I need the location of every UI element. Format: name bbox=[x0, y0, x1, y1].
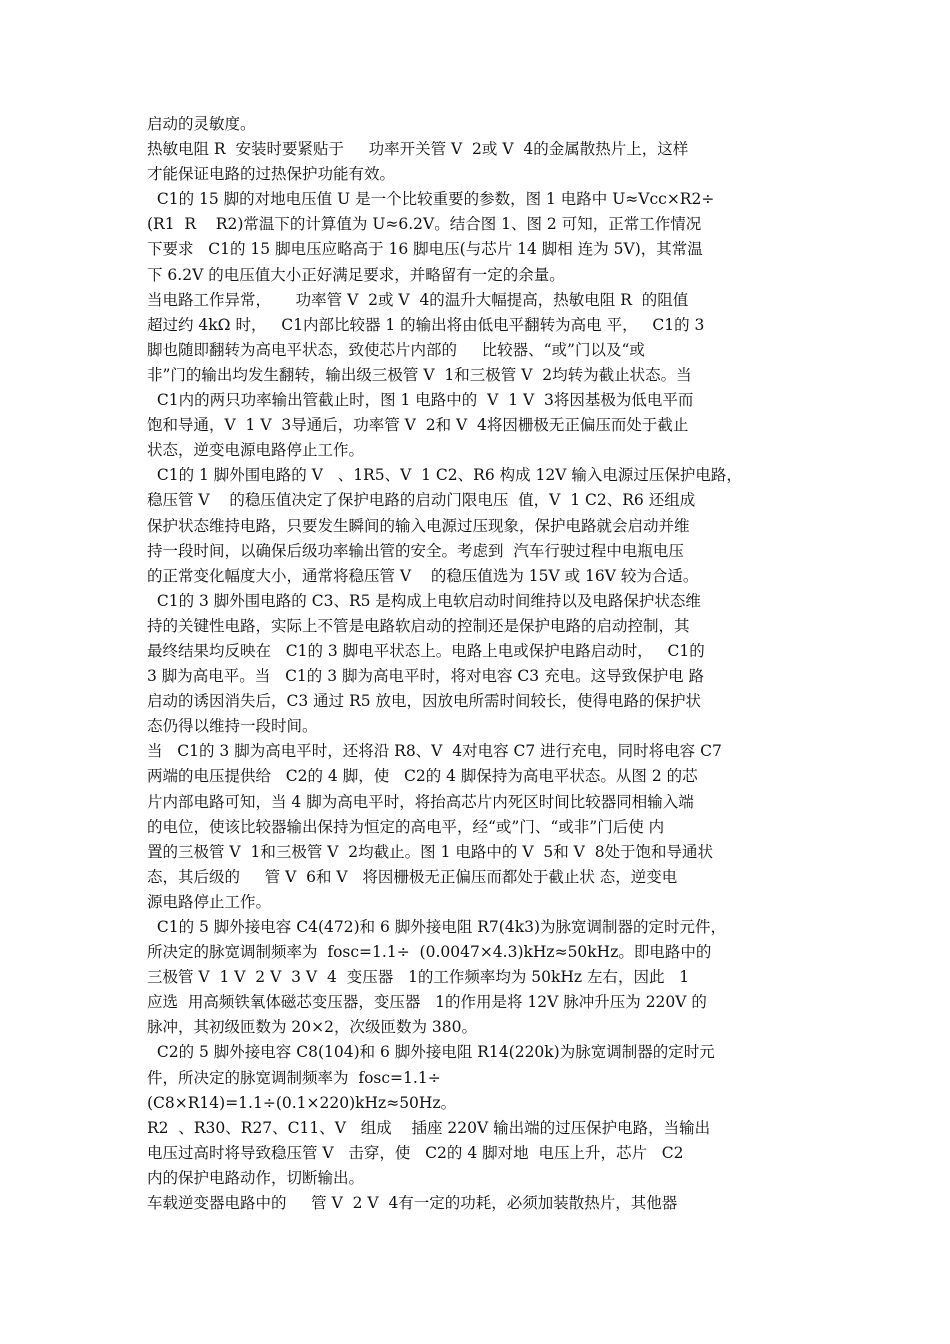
text-line: 的正常变化幅度大小，通常将稳压管 V 的稳压值选为 15V 或 16V 较为合适。 bbox=[147, 566, 699, 585]
text-line: C1的 3 脚外围电路的 C3、R5 是构成上电软启动时间维持以及电路保护状态维 bbox=[147, 591, 701, 610]
text-line: 非”门的输出均发生翻转，输出级三极管 V 1和三极管 V 2均转为截止状态。当 bbox=[147, 365, 692, 384]
text-line: C1的 15 脚的对地电压值 U 是一个比较重要的参数，图 1 电路中 U≈Vcc×R2÷ bbox=[147, 190, 715, 209]
text-line: 脚也随即翻转为高电平状态，致使芯片内部的 比较器、“或”门以及“或 bbox=[147, 340, 645, 359]
body-text bbox=[147, 112, 812, 1216]
text-line: 态仍得以维持一段时间。 bbox=[147, 717, 318, 736]
text-line: 内的保护电路动作，切断输出。 bbox=[147, 1168, 365, 1187]
text-line: 热敏电阻 R 安装时要紧贴于 功率开关管 V 2或 V 4的金属散热片上，这样 bbox=[147, 140, 689, 159]
text-line: 当电路工作异常， 功率管 V 2或 V 4的温升大幅提高，热敏电阻 R 的阻值 bbox=[147, 290, 689, 309]
text-line: 启动的灵敏度。 bbox=[147, 115, 256, 133]
text-line: C2的 5 脚外接电容 C8(104)和 6 脚外接电阻 R14(220k)为脉宽调制器的定时元 bbox=[147, 1043, 715, 1062]
text-line: 脉冲，其初级匝数为 20×2，次级匝数为 380。 bbox=[147, 1018, 478, 1037]
text-line: 稳压管 V 的稳压值决定了保护电路的启动门限电压 值，V 1 C2、R6 还组成 bbox=[147, 491, 696, 510]
text-line: 置的三极管 V 1和三极管 V 2均截止。图 1 电路中的 V 5和 V 8处于饱和导通状 bbox=[147, 842, 714, 861]
text-line: 持的关键性电路，实际上不管是电路软启动的控制还是保护电路的启动控制，其 bbox=[147, 616, 690, 635]
text-line: 才能保证电路的过热保护功能有效。 bbox=[147, 165, 396, 184]
text-line: 状态，逆变电源电路停止工作。 bbox=[147, 441, 365, 460]
text-line: 片内部电路可知，当 4 脚为高电平时，将抬高芯片内死区时间比较器同相输入端 bbox=[147, 792, 694, 811]
text-line: 3 脚为高电平。当 C1的 3 脚为高电平时，将对电容 C3 充电。这导致保护电 路 bbox=[147, 667, 705, 686]
text-line: 启动的诱因消失后，C3 通过 R5 放电，因放电所需时间较长，使得电路的保护状 bbox=[147, 692, 702, 711]
text-line: C1的 1 脚外围电路的 V 、1R5、V 1 C2、R6 构成 12V 输入电源过压保护电路， bbox=[147, 466, 742, 485]
text-line: 持一段时间，以确保后级功率输出管的安全。考虑到 汽车行驶过程中电瓶电压 bbox=[147, 541, 684, 560]
text-line: 两端的电压提供给 C2的 4 脚，使 C2的 4 脚保持为高电平状态。从图 2 的芯 bbox=[147, 767, 698, 786]
text-line: 超过约 4kΩ 时， C1内部比较器 1 的输出将由低电平翻转为高电 平， C1的 3 bbox=[147, 315, 705, 334]
text-line: 饱和导通，V 1 V 3导通后，功率管 V 2和 V 4将因栅极无正偏压而处于截止 bbox=[147, 416, 689, 435]
text-line: 最终结果均反映在 C1的 3 脚电平状态上。电路上电或保护电路启动时， C1的 bbox=[147, 641, 705, 660]
text-line: C1内的两只功率输出管截止时，图 1 电路中的 V 1 V 3将因基极为低电平而 bbox=[147, 391, 694, 410]
text-line: (C8×R14)=1.1÷(0.1×220)kHz≈50Hz。 bbox=[147, 1093, 457, 1112]
text-line: 所决定的脉宽调制频率为 fosc=1.1÷ (0.0047×4.3)kHz≈50kHz。即电路中的 bbox=[147, 943, 712, 962]
text-line: 保护状态维持电路，只要发生瞬间的输入电源过压现象，保护电路就会启动并维 bbox=[147, 516, 690, 535]
text-line: 态，其后级的 管 V 6和 V 将因栅极无正偏压而都处于截止状 态，逆变电 bbox=[147, 867, 678, 886]
text-line: 下 6.2V 的电压值大小正好满足要求，并略留有一定的余量。 bbox=[147, 265, 565, 284]
text-line: R2 、R30、R27、C11、V 组成 插座 220V 输出端的过压保护电路，当输出 bbox=[147, 1118, 711, 1137]
text-line: 车载逆变器电路中的 管 V 2 V 4有一定的功耗，必须加装散热片，其他器 bbox=[147, 1194, 678, 1213]
text-line: 当 C1的 3 脚为高电平时，还将沿 R8、V 4对电容 C7 进行充电，同时将电容 C7 bbox=[147, 742, 722, 761]
text-line: 三极管 V 1 V 2 V 3 V 4 变压器 1的工作频率均为 50kHz 左右，因此 1 bbox=[147, 968, 690, 987]
text-line: 应选 用高频铁氧体磁芯变压器，变压器 1的作用是将 12V 脉冲升压为 220V 的 bbox=[147, 993, 707, 1012]
text-line: C1的 5 脚外接电容 C4(472)和 6 脚外接电阻 R7(4k3)为脉宽调制器的定时元件， bbox=[147, 918, 727, 936]
text-line: 件，所决定的脉宽调制频率为 fosc=1.1÷ bbox=[147, 1068, 441, 1087]
text-line: (R1 R R2)常温下的计算值为 U≈6.2V。结合图 1、图 2 可知，正常工作情况 bbox=[147, 215, 702, 234]
text-line: 下要求 C1的 15 脚电压应略高于 16 脚电压(与芯片 14 脚相 连为 5V)，其常温 bbox=[147, 240, 703, 259]
text-line: 的电位，使该比较器输出保持为恒定的高电平，经“或”门、“或非”门后使 内 bbox=[147, 817, 665, 836]
text-line: 源电路停止工作。 bbox=[147, 892, 272, 911]
text-line: 电压过高时将导致稳压管 V 击穿，使 C2的 4 脚对地 电压上升，芯片 C2 bbox=[147, 1143, 684, 1162]
